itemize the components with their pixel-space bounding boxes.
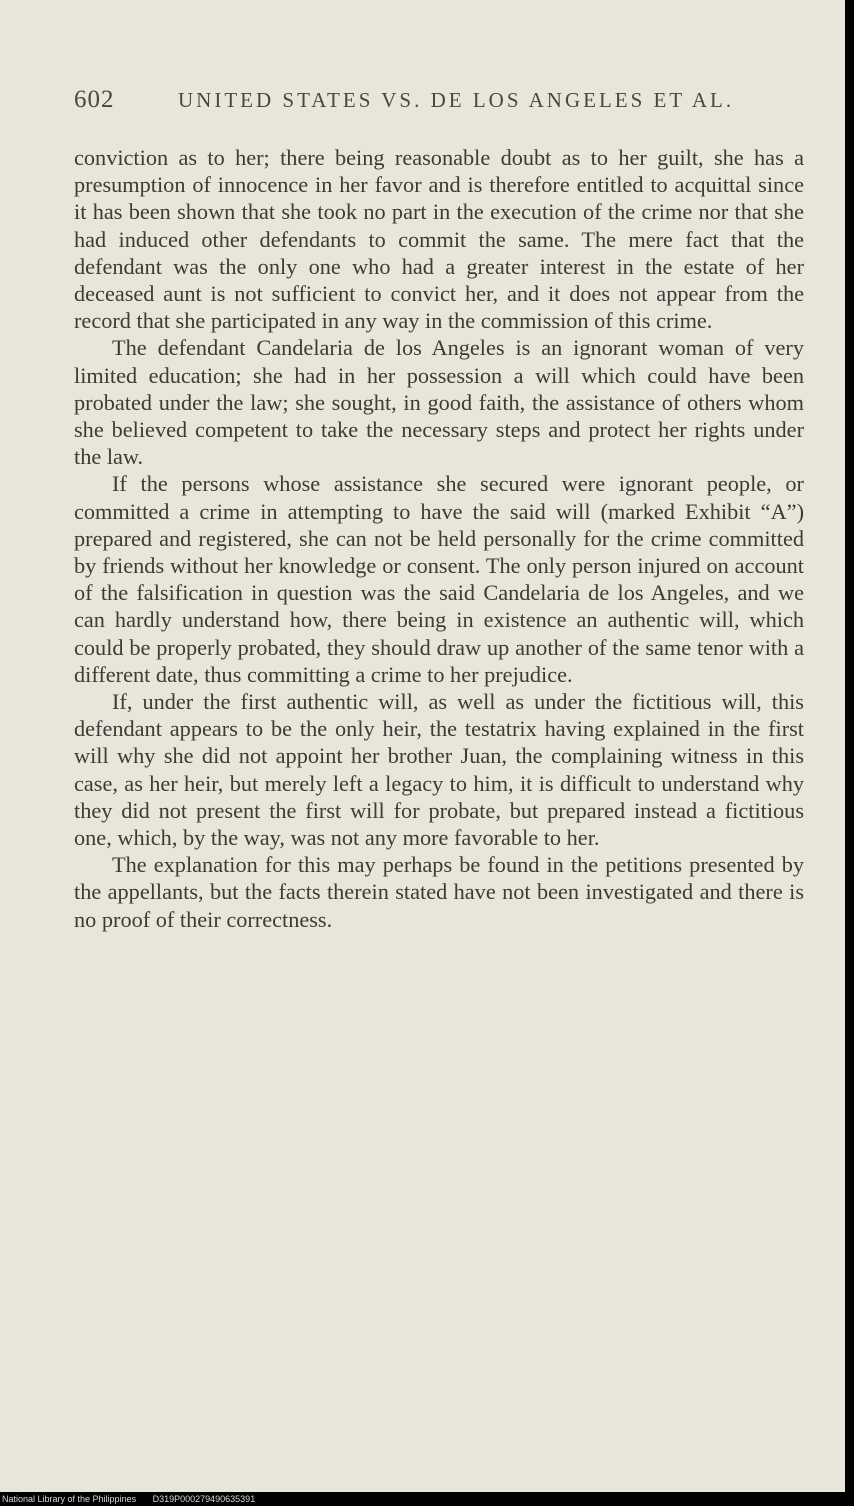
running-head: UNITED STATES VS. DE LOS ANGELES ET AL. bbox=[178, 88, 735, 112]
library-credit: National Library of the Philippines bbox=[2, 1494, 137, 1504]
scan-code: D319P000279490635391 bbox=[152, 1494, 256, 1504]
paragraph: The explanation for this may perhaps be found in the petitions presented by the appellants, but the facts therein stated have not been investigated and there is no proof of their correctness. bbox=[74, 852, 804, 932]
page-number: 602 bbox=[74, 86, 115, 113]
paragraph-continuation: conviction as to her; there being reasonable doubt as to her guilt, she has a presumption of innocence in her favor and is therefore entitled to acquittal since it has been shown that she took no part in the execution of the crime nor that she had induced other defendants to commit the same. The mere fact that the defendant was the only one who had a greater interest in the estate of her deceased aunt is not sufficient to convict her, and it does not appear from the record that she participated in any way in the commission of this crime. bbox=[74, 145, 804, 334]
paragraph: If, under the first authentic will, as well as under the fictitious will, this defendant appears to be the only heir, the testatrix having explained in the first will why she did not appoint her brother Juan, the complaining witness in this case, as her heir, but merely left a legacy to him, it is difficult to understand why they did not present the first will for probate, but prepared instead a fictitious one, which, by the way, was not any more favorable to her. bbox=[74, 689, 804, 851]
body-text bbox=[74, 144, 804, 933]
scan-footer bbox=[0, 1493, 854, 1506]
paragraph: The defendant Candelaria de los Angeles is an ignorant woman of very limited education; she had in her possession a will which could have been probated under the law; she sought, in good faith, the assistance of others whom she believed competent to take the necessary steps and protect her rights under the law. bbox=[74, 335, 804, 470]
paragraph: If the persons whose assistance she secured were ignorant people, or committed a crime in attempting to have the said will (marked Exhibit “A”) prepared and registered, she can not be held personally for the crime committed by friends without her knowledge or consent. The only person injured on account of the falsification in question was the said Candelaria de los Angeles, and we can hardly understand how, there being in existence an authentic will, which could be properly probated, they should draw up another of the same tenor with a different date, thus committing a crime to her prejudice. bbox=[74, 471, 804, 687]
